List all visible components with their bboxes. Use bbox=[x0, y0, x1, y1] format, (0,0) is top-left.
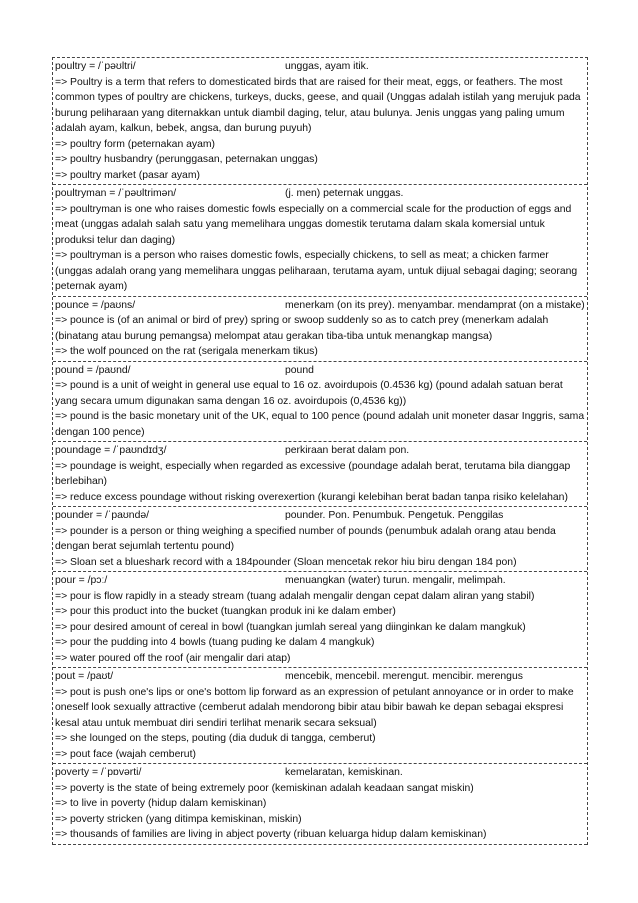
example-line: => poverty is the state of being extremely poor (kemiskinan adalah keadaan sangat miskin) bbox=[55, 782, 474, 794]
example-line: => poultry market (pasar ayam) bbox=[55, 169, 200, 181]
translation: pound bbox=[285, 364, 314, 376]
example-line: => poultryman is a person who raises domestic fowls, especially chickens, to sell as meat; a chicken farmer (unggas adalah orang yang memelihara unggas peliharaan, terutama ayam, untuk dijual sebagai daging; seorang peternak ayam) bbox=[55, 250, 578, 292]
translation: kemelaratan, kemiskinan. bbox=[285, 767, 403, 778]
entry-heading bbox=[55, 508, 585, 524]
example-line: => pout face (wajah cemberut) bbox=[55, 748, 196, 760]
dictionary-entry bbox=[53, 764, 587, 845]
example-line: => thousands of families are living in abject poverty (ribuan keluarga hidup dalam kemiskinan) bbox=[55, 829, 487, 840]
dictionary-entry bbox=[53, 442, 587, 507]
example-line: => poultryman is one who raises domestic fowls especially on a commercial scale for the production of eggs and meat (unggas adalah salah satu yang memelihara unggas domestik terutama dalam skala komersial untuk produksi telur dan daging) bbox=[55, 203, 572, 246]
entry-heading bbox=[55, 669, 585, 685]
headword: poverty = /ˈpɒvərti/ bbox=[55, 767, 142, 778]
entry-heading bbox=[55, 765, 585, 781]
headword: pounce = /paʊns/ bbox=[55, 299, 136, 311]
example-line: => to live in poverty (hidup dalam kemiskinan) bbox=[55, 798, 267, 809]
entry-heading bbox=[55, 573, 585, 589]
example-line: => Sloan set a blueshark record with a 184pounder (Sloan mencetak rekor hiu biru dengan 184 pon) bbox=[55, 556, 517, 568]
example-line: => pound is a unit of weight in general use equal to 16 oz. avoirdupois (0.4536 kg) (pound adalah satuan berat yang secara umum digunakan sama dengan 16 oz. avoirdupois (0,4536 kg)) bbox=[55, 380, 563, 407]
headword: poultry = /ˈpəʊltri/ bbox=[55, 61, 136, 72]
example-line: => pour the pudding into 4 bowls (tuang puding ke dalam 4 mangkuk) bbox=[55, 637, 375, 648]
example-line: => pour this product into the bucket (tuangkan produk ini ke dalam ember) bbox=[55, 606, 396, 617]
entry-heading bbox=[55, 186, 585, 202]
translation: mencebik, mencebil. merengut. mencibir. merengus bbox=[285, 671, 523, 682]
translation: (j. men) peternak unggas. bbox=[285, 188, 404, 199]
example-line: => reduce excess poundage without risking overexertion (kurangi kelebihan berat badan tanpa risiko kelelahan) bbox=[55, 491, 568, 503]
example-line: => pound is the basic monetary unit of the UK, equal to 100 pence (pound adalah unit moneter dasar Inggris, sama dengan 100 pence) bbox=[55, 411, 585, 438]
translation: menuangkan (water) turun. mengalir, melimpah. bbox=[285, 575, 506, 586]
example-line: => pounce is (of an animal or bird of prey) spring or swoop suddenly so as to catch prey (menerkam adalah (binatang atau burung pemangsa) melompat atau gerakan tiba-tiba untuk menangkap mangsa) bbox=[55, 315, 549, 342]
example-line: => water poured off the roof (air mengalir dari atap) bbox=[55, 652, 291, 664]
entry-heading bbox=[55, 363, 585, 379]
headword: pout = /paʊt/ bbox=[55, 671, 114, 682]
translation: unggas, ayam itik. bbox=[285, 61, 369, 72]
headword: poultryman = /ˈpəʊltrimən/ bbox=[55, 188, 177, 199]
example-line: => poultry form (peternakan ayam) bbox=[55, 138, 215, 150]
headword: pound = /paʊnd/ bbox=[55, 364, 131, 376]
example-line: => pour is flow rapidly in a steady stream (tuang adalah mengalir dengan cepat dalam aliran yang stabil) bbox=[55, 590, 535, 602]
entry-heading bbox=[55, 298, 585, 314]
example-line: => pout is push one's lips or one's bottom lip forward as an expression of petulant annoyance or in order to make oneself look sexually attractive (cemberut adalah mendorong bibir atau bibir bawah ke depan sebagai ekspresi kesal atau untuk membuat diri sendiri terlihat menarik secara seksual) bbox=[55, 686, 574, 729]
entry-heading bbox=[55, 59, 585, 75]
entry-heading bbox=[55, 443, 585, 459]
example-line: => poverty stricken (yang ditimpa kemiskinan, miskin) bbox=[55, 813, 302, 825]
example-line: => pounder is a person or thing weighing a specified number of pounds (penumbuk adalah orang atau benda dengan berat sejumlah tertentu pound) bbox=[55, 525, 556, 552]
translation: menerkam (on its prey). menyambar. mendamprat (on a mistake) bbox=[285, 299, 585, 311]
example-line: => Poultry is a term that refers to domesticated birds that are raised for their meat, eggs, or feathers. The most common types of poultry are chickens, turkeys, ducks, geese, and quail (Unggas adalah istilah yang merujuk pada burung peliharaan yang diternakkan untuk diambil daging, telur, atau bulunya. Jenis unggas yang paling umum adalah ayam, kalkun, bebek, angsa, dan burung puyuh) bbox=[55, 76, 581, 134]
translation: pounder. Pon. Penumbuk. Pengetuk. Penggilas bbox=[285, 510, 504, 521]
example-line: => poultry husbandry (perunggasan, peternakan unggas) bbox=[55, 154, 318, 165]
dictionary-entry bbox=[53, 507, 587, 572]
example-line: => she lounged on the steps, pouting (dia duduk di tangga, cemberut) bbox=[55, 733, 376, 744]
example-line: => poundage is weight, especially when regarded as excessive (poundage adalah berat, terutama bila dianggap berlebihan) bbox=[55, 460, 571, 487]
headword: pounder = /ˈpaʊndə/ bbox=[55, 510, 150, 521]
headword: poundage = /ˈpaʊndɪdʒ/ bbox=[55, 445, 167, 456]
dictionary-entry bbox=[53, 572, 587, 668]
dictionary-entry bbox=[53, 185, 587, 297]
dictionary-entry bbox=[53, 668, 587, 764]
dictionary-entry bbox=[53, 362, 587, 443]
translation: perkiraan berat dalam pon. bbox=[285, 445, 410, 456]
headword: pour = /pɔː/ bbox=[55, 575, 108, 586]
dictionary-entry bbox=[53, 58, 587, 185]
example-line: => the wolf pounced on the rat (serigala menerkam tikus) bbox=[55, 346, 318, 357]
dictionary-list bbox=[52, 57, 588, 845]
example-line: => pour desired amount of cereal in bowl (tuangkan jumlah sereal yang diinginkan ke dalam mangkuk) bbox=[55, 621, 526, 633]
dictionary-entry bbox=[53, 297, 587, 362]
